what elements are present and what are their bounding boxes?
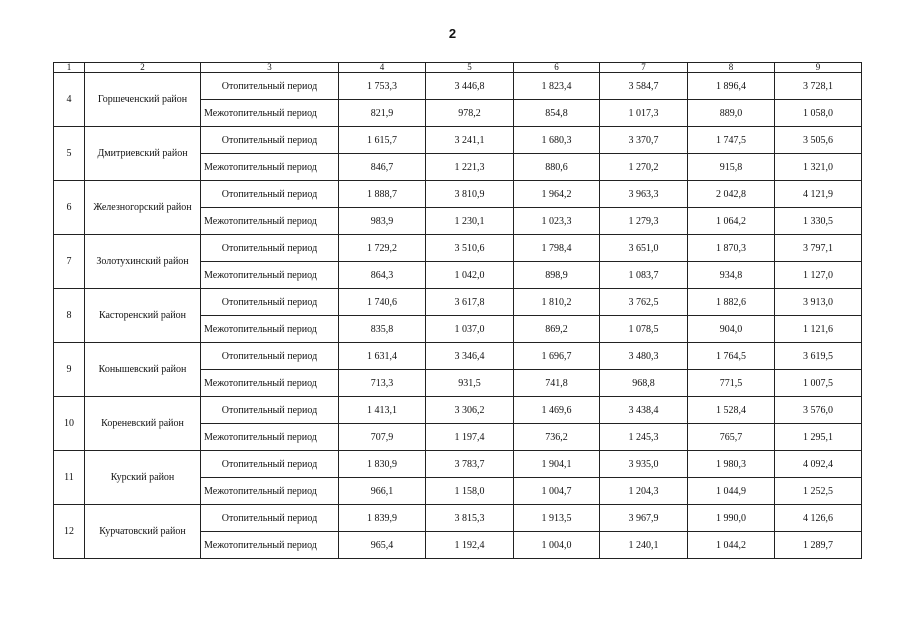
value-cell: 736,2 xyxy=(514,424,600,451)
value-cell: 966,1 xyxy=(339,478,426,505)
value-cell: 1 413,1 xyxy=(339,397,426,424)
value-cell: 968,8 xyxy=(600,370,688,397)
period-label: Отопительный период xyxy=(201,289,339,316)
district-number: 9 xyxy=(54,343,85,397)
value-cell: 1 740,6 xyxy=(339,289,426,316)
value-cell: 1 330,5 xyxy=(775,208,862,235)
value-cell: 707,9 xyxy=(339,424,426,451)
value-cell: 3 935,0 xyxy=(600,451,688,478)
value-cell: 904,0 xyxy=(688,316,775,343)
value-cell: 1 289,7 xyxy=(775,532,862,559)
period-label: Отопительный период xyxy=(201,73,339,100)
value-cell: 1 888,7 xyxy=(339,181,426,208)
column-number-header: 2 xyxy=(85,63,201,73)
value-cell: 854,8 xyxy=(514,100,600,127)
value-cell: 1 042,0 xyxy=(426,262,514,289)
district-number: 4 xyxy=(54,73,85,127)
value-cell: 978,2 xyxy=(426,100,514,127)
value-cell: 1 017,3 xyxy=(600,100,688,127)
value-cell: 3 913,0 xyxy=(775,289,862,316)
value-cell: 934,8 xyxy=(688,262,775,289)
district-name: Касторенский район xyxy=(85,289,201,343)
value-cell: 765,7 xyxy=(688,424,775,451)
value-cell: 1 680,3 xyxy=(514,127,600,154)
district-name: Конышевский район xyxy=(85,343,201,397)
district-number: 12 xyxy=(54,505,85,559)
value-cell: 1 631,4 xyxy=(339,343,426,370)
district-name: Курский район xyxy=(85,451,201,505)
district-name: Дмитриевский район xyxy=(85,127,201,181)
table-row xyxy=(54,73,862,100)
column-number-header: 5 xyxy=(426,63,514,73)
value-cell: 3 576,0 xyxy=(775,397,862,424)
value-cell: 1 245,3 xyxy=(600,424,688,451)
value-cell: 1 004,0 xyxy=(514,532,600,559)
table-row xyxy=(54,289,862,316)
value-cell: 1 528,4 xyxy=(688,397,775,424)
period-label: Отопительный период xyxy=(201,451,339,478)
value-cell: 3 306,2 xyxy=(426,397,514,424)
value-cell: 965,4 xyxy=(339,532,426,559)
value-cell: 889,0 xyxy=(688,100,775,127)
value-cell: 1 469,6 xyxy=(514,397,600,424)
value-cell: 3 446,8 xyxy=(426,73,514,100)
value-cell: 1 083,7 xyxy=(600,262,688,289)
district-number: 8 xyxy=(54,289,85,343)
column-number-header: 3 xyxy=(201,63,339,73)
value-cell: 3 619,5 xyxy=(775,343,862,370)
column-number-header: 4 xyxy=(339,63,426,73)
value-cell: 3 584,7 xyxy=(600,73,688,100)
value-cell: 3 438,4 xyxy=(600,397,688,424)
value-cell: 3 505,6 xyxy=(775,127,862,154)
period-label: Отопительный период xyxy=(201,397,339,424)
value-cell: 1 121,6 xyxy=(775,316,862,343)
value-cell: 898,9 xyxy=(514,262,600,289)
period-label: Отопительный период xyxy=(201,505,339,532)
table-body xyxy=(54,63,862,559)
value-cell: 864,3 xyxy=(339,262,426,289)
value-cell: 1 158,0 xyxy=(426,478,514,505)
district-number: 11 xyxy=(54,451,85,505)
value-cell: 1 064,2 xyxy=(688,208,775,235)
value-cell: 1 729,2 xyxy=(339,235,426,262)
period-label: Отопительный период xyxy=(201,181,339,208)
value-cell: 1 230,1 xyxy=(426,208,514,235)
district-number: 10 xyxy=(54,397,85,451)
value-cell: 4 121,9 xyxy=(775,181,862,208)
value-cell: 713,3 xyxy=(339,370,426,397)
value-cell: 3 967,9 xyxy=(600,505,688,532)
value-cell: 1 904,1 xyxy=(514,451,600,478)
value-cell: 3 510,6 xyxy=(426,235,514,262)
district-number: 6 xyxy=(54,181,85,235)
value-cell: 3 810,9 xyxy=(426,181,514,208)
value-cell: 3 617,8 xyxy=(426,289,514,316)
district-name: Золотухинский район xyxy=(85,235,201,289)
value-cell: 1 044,2 xyxy=(688,532,775,559)
value-cell: 846,7 xyxy=(339,154,426,181)
value-cell: 1 882,6 xyxy=(688,289,775,316)
value-cell: 1 023,3 xyxy=(514,208,600,235)
value-cell: 1 007,5 xyxy=(775,370,862,397)
table-row xyxy=(54,127,862,154)
table-row xyxy=(54,235,862,262)
column-number-header: 6 xyxy=(514,63,600,73)
value-cell: 3 762,5 xyxy=(600,289,688,316)
value-cell: 3 797,1 xyxy=(775,235,862,262)
value-cell: 1 823,4 xyxy=(514,73,600,100)
table-row xyxy=(54,343,862,370)
value-cell: 1 044,9 xyxy=(688,478,775,505)
value-cell: 1 078,5 xyxy=(600,316,688,343)
period-label: Отопительный период xyxy=(201,343,339,370)
tariff-table xyxy=(53,62,862,559)
value-cell: 1 615,7 xyxy=(339,127,426,154)
value-cell: 1 870,3 xyxy=(688,235,775,262)
period-label: Межотопительный период xyxy=(201,262,339,289)
value-cell: 3 815,3 xyxy=(426,505,514,532)
value-cell: 2 042,8 xyxy=(688,181,775,208)
period-label: Межотопительный период xyxy=(201,478,339,505)
value-cell: 1 798,4 xyxy=(514,235,600,262)
value-cell: 3 963,3 xyxy=(600,181,688,208)
value-cell: 1 810,2 xyxy=(514,289,600,316)
value-cell: 880,6 xyxy=(514,154,600,181)
period-label: Межотопительный период xyxy=(201,100,339,127)
value-cell: 1 747,5 xyxy=(688,127,775,154)
district-name: Кореневский район xyxy=(85,397,201,451)
value-cell: 3 728,1 xyxy=(775,73,862,100)
value-cell: 3 651,0 xyxy=(600,235,688,262)
period-label: Межотопительный период xyxy=(201,208,339,235)
period-label: Отопительный период xyxy=(201,235,339,262)
value-cell: 1 192,4 xyxy=(426,532,514,559)
value-cell: 1 764,5 xyxy=(688,343,775,370)
value-cell: 1 252,5 xyxy=(775,478,862,505)
value-cell: 1 990,0 xyxy=(688,505,775,532)
value-cell: 1 830,9 xyxy=(339,451,426,478)
value-cell: 1 279,3 xyxy=(600,208,688,235)
value-cell: 4 092,4 xyxy=(775,451,862,478)
value-cell: 1 753,3 xyxy=(339,73,426,100)
value-cell: 1 696,7 xyxy=(514,343,600,370)
value-cell: 821,9 xyxy=(339,100,426,127)
district-name: Курчатовский район xyxy=(85,505,201,559)
value-cell: 1 037,0 xyxy=(426,316,514,343)
value-cell: 869,2 xyxy=(514,316,600,343)
value-cell: 1 896,4 xyxy=(688,73,775,100)
value-cell: 3 241,1 xyxy=(426,127,514,154)
value-cell: 1 913,5 xyxy=(514,505,600,532)
value-cell: 1 058,0 xyxy=(775,100,862,127)
column-number-header: 8 xyxy=(688,63,775,73)
value-cell: 1 295,1 xyxy=(775,424,862,451)
district-number: 7 xyxy=(54,235,85,289)
value-cell: 1 004,7 xyxy=(514,478,600,505)
period-label: Межотопительный период xyxy=(201,316,339,343)
value-cell: 1 270,2 xyxy=(600,154,688,181)
period-label: Межотопительный период xyxy=(201,154,339,181)
period-label: Межотопительный период xyxy=(201,424,339,451)
value-cell: 1 321,0 xyxy=(775,154,862,181)
value-cell: 1 204,3 xyxy=(600,478,688,505)
value-cell: 983,9 xyxy=(339,208,426,235)
table-row xyxy=(54,397,862,424)
column-number-header: 7 xyxy=(600,63,688,73)
district-number: 5 xyxy=(54,127,85,181)
value-cell: 1 127,0 xyxy=(775,262,862,289)
header-row xyxy=(54,63,862,73)
value-cell: 3 480,3 xyxy=(600,343,688,370)
page-number: 2 xyxy=(448,26,457,41)
value-cell: 1 964,2 xyxy=(514,181,600,208)
table-row xyxy=(54,451,862,478)
value-cell: 3 370,7 xyxy=(600,127,688,154)
table-row xyxy=(54,505,862,532)
value-cell: 931,5 xyxy=(426,370,514,397)
value-cell: 915,8 xyxy=(688,154,775,181)
period-label: Межотопительный период xyxy=(201,532,339,559)
value-cell: 1 240,1 xyxy=(600,532,688,559)
value-cell: 4 126,6 xyxy=(775,505,862,532)
table-row xyxy=(54,181,862,208)
period-label: Межотопительный период xyxy=(201,370,339,397)
value-cell: 1 839,9 xyxy=(339,505,426,532)
period-label: Отопительный период xyxy=(201,127,339,154)
value-cell: 835,8 xyxy=(339,316,426,343)
value-cell: 1 221,3 xyxy=(426,154,514,181)
value-cell: 1 980,3 xyxy=(688,451,775,478)
column-number-header: 9 xyxy=(775,63,862,73)
value-cell: 3 783,7 xyxy=(426,451,514,478)
district-name: Железногорский район xyxy=(85,181,201,235)
column-number-header: 1 xyxy=(54,63,85,73)
value-cell: 1 197,4 xyxy=(426,424,514,451)
value-cell: 771,5 xyxy=(688,370,775,397)
value-cell: 741,8 xyxy=(514,370,600,397)
district-name: Горшеченский район xyxy=(85,73,201,127)
value-cell: 3 346,4 xyxy=(426,343,514,370)
